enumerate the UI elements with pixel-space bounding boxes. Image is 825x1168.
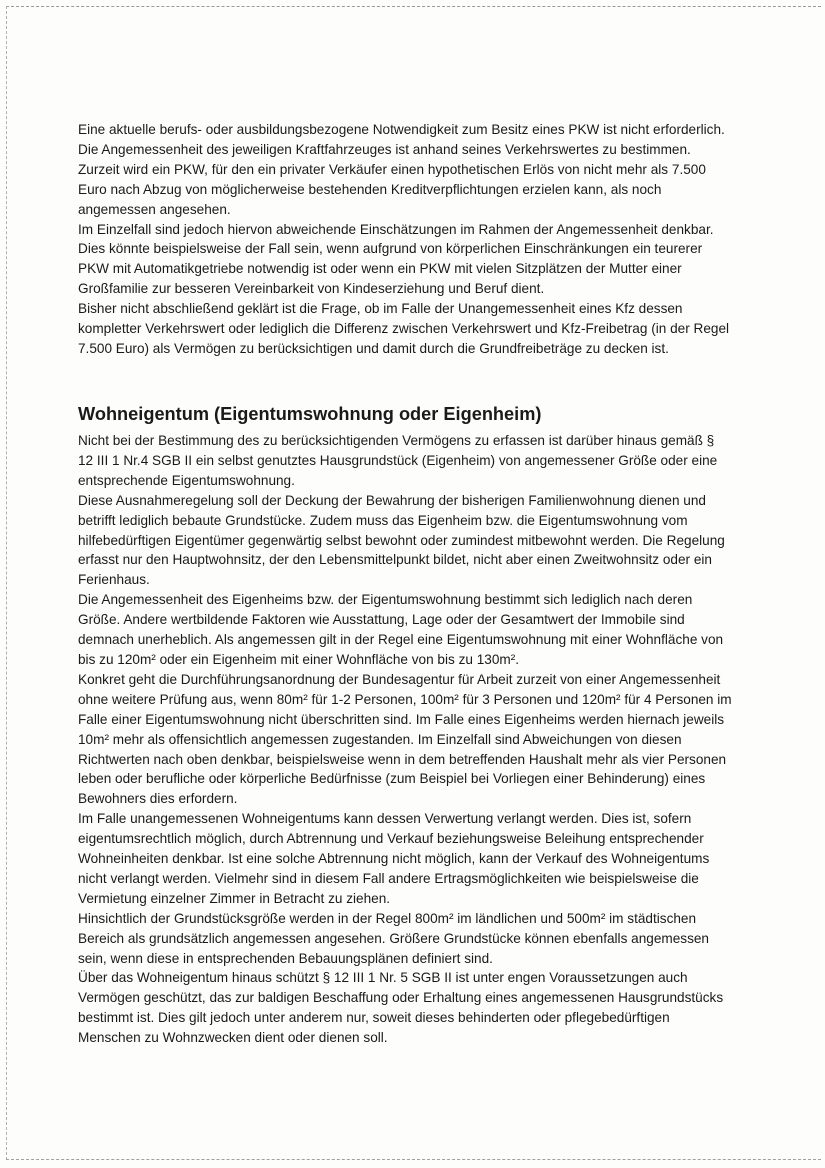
text-line: Ferienhaus. [78,572,150,588]
text-line: Hinsichtlich der Grundstücksgröße werden in der Regel 800m² im ländlichen und 500m² im städtischen [78,910,697,926]
text-line: bis zu 120m² oder ein Eigenheim mit einer Wohnfläche von bis zu 130m². [78,651,520,667]
text-line: Falle einer Eigentumswohnung nicht überschritten sind. Im Falle eines Eigenheims werden hiernach jeweils [78,711,725,727]
intro-paragraphs [78,120,778,359]
text-line: Bisher nicht abschließend geklärt ist die Frage, ob im Falle der Unangemessenheit eines Kfz dessen [78,301,683,317]
text-line: demnach unerheblich. Als angemessen gilt in der Regel eine Eigentumswohnung mit einer Wohnfläche von [78,632,724,648]
text-line: PKW mit Automatikgetriebe notwendig ist oder wenn ein PKW mit vielen Sitzplätzen der Mutter einer [78,261,682,277]
text-line: entsprechende Eigentumswohnung. [78,472,295,488]
scan-edge-bottom [6,1159,821,1160]
text-line: ohne weitere Prüfung aus, wenn 80m² für 1-2 Personen, 100m² für 3 Personen und 120m² für 4 Personen im [78,691,732,707]
text-line: Diese Ausnahmeregelung soll der Deckung der Bewahrung der bisherigen Familienwohnung dienen und [78,492,706,508]
text-line: 10m² mehr als offensichtlich angemessen zugestanden. Im Einzelfall sind Abweichungen von diesen [78,731,682,747]
text-line: sein, wenn diese in entsprechenden Bebauungsplänen definiert sind. [78,950,493,966]
text-line: angemessen angesehen. [78,201,231,217]
scan-edge-top [6,6,821,7]
text-line: Die Angemessenheit des Eigenheims bzw. der Eigentumswohnung bestimmt sich lediglich nach deren [78,592,693,608]
text-line: Über das Wohneigentum hinaus schützt § 12 III 1 Nr. 5 SGB II ist unter engen Voraussetzungen auch [78,970,688,986]
text-line: Euro nach Abzug von möglicherweise bestehenden Kreditverpflichtungen erzielen kann, als noch [78,181,662,197]
text-line: Größe. Andere wertbildende Faktoren wie Ausstattung, Lage oder der Gesamtwert der Immobile sind [78,612,685,628]
text-line: Menschen zu Wohnzwecken dient oder dienen soll. [78,1030,388,1046]
text-line: Wohneinheiten denkbar. Ist eine solche Abtrennung nicht möglich, kann der Verkauf des Wohneigentums [78,851,710,867]
text-line: Die Angemessenheit des jeweiligen Kraftfahrzeuges ist anhand seines Verkehrswertes zu bestimmen. [78,141,691,157]
text-line: nicht verlangt werden. Vielmehr sind in diesem Fall andere Ertragsmöglichkeiten wie beispielsweise die [78,870,699,886]
text-line: betrifft lediglich bebaute Grundstücke. Zudem muss das Eigenheim bzw. die Eigentumswohnung vom [78,512,688,528]
text-line: bestimmt ist. Dies gilt jedoch unter anderem nur, soweit dieses behinderten oder pflegebedürftigen [78,1010,670,1026]
text-line: erfasst nur den Hauptwohnsitz, der den Lebensmittelpunkt bildet, nicht aber einen Zweitwohnsitz oder ein [78,552,712,568]
text-line: Vermietung einzelner Zimmer in Betracht zu ziehen. [78,890,391,906]
section-heading: Wohneigentum (Eigentumswohnung oder Eigenheim) [78,404,542,424]
text-line: Konkret geht die Durchführungsanordnung der Bundesagentur für Arbeit zurzeit von einer Angemessenheit [78,671,721,687]
scan-edge-left [6,6,7,1160]
text-line: Im Einzelfall sind jedoch hiervon abweichende Einschätzungen im Rahmen der Angemessenheit denkbar. [78,221,714,237]
text-line: Vermögen geschützt, das zur baldigen Beschaffung oder Erhaltung eines angemessenen Hausgrundstücks [78,990,724,1006]
text-line: eigentumsrechtlich möglich, durch Abtrennung und Verkauf beziehungsweise Beleihung entsprechender [78,831,704,847]
text-line: kompletter Verkehrswert oder lediglich die Differenz zwischen Verkehrswert und Kfz-Freibetrag (in der Regel [78,321,730,337]
text-line: Nicht bei der Bestimmung des zu berücksichtigenden Vermögens zu erfassen ist darüber hinaus gemäß § [78,433,715,448]
text-line: Im Falle unangemessenen Wohneigentums kann dessen Verwertung verlangt werden. Dies ist, sofern [78,811,692,827]
section-body [78,431,778,1048]
text-line: Eine aktuelle berufs- oder ausbildungsbezogene Notwendigkeit zum Besitz eines PKW ist nicht erforderlich. [78,122,725,137]
text-line: 7.500 Euro) als Vermögen zu berücksichtigen und damit durch die Grundfreibeträge zu decken ist. [78,340,669,356]
text-line: Richtwerten nach oben denkbar, beispielsweise wenn in dem betreffenden Haushalt mehr als vier Personen [78,751,727,767]
text-line: leben oder berufliche oder körperliche Bedürfnisse (zum Beispiel bei Vorliegen einer Behinderung) eines [78,771,706,787]
text-line: Großfamilie zur besseren Vereinbarkeit von Kindeserziehung und Beruf dient. [78,281,545,297]
text-line: Zurzeit wird ein PKW, für den ein privater Verkäufer einen hypothetischen Erlös von nicht mehr als 7.500 [78,161,706,177]
text-line: 12 III 1 Nr.4 SGB II ein selbst genutztes Hausgrundstück (Eigenheim) von angemessener Größe oder eine [78,452,718,468]
text-line: Bewohners dies erfordern. [78,791,238,807]
text-line: hilfebedürftigen Eigentümer gegenwärtig selbst bewohnt oder zumindest mitbewohnt werden. Die Regelung [78,532,725,548]
text-line: Bereich als grundsätzlich angemessen angesehen. Größere Grundstücke können ebenfalls angemessen [78,930,709,946]
text-line: Dies könnte beispielsweise der Fall sein, wenn aufgrund von körperlichen Einschränkungen ein teurerer [78,241,703,257]
